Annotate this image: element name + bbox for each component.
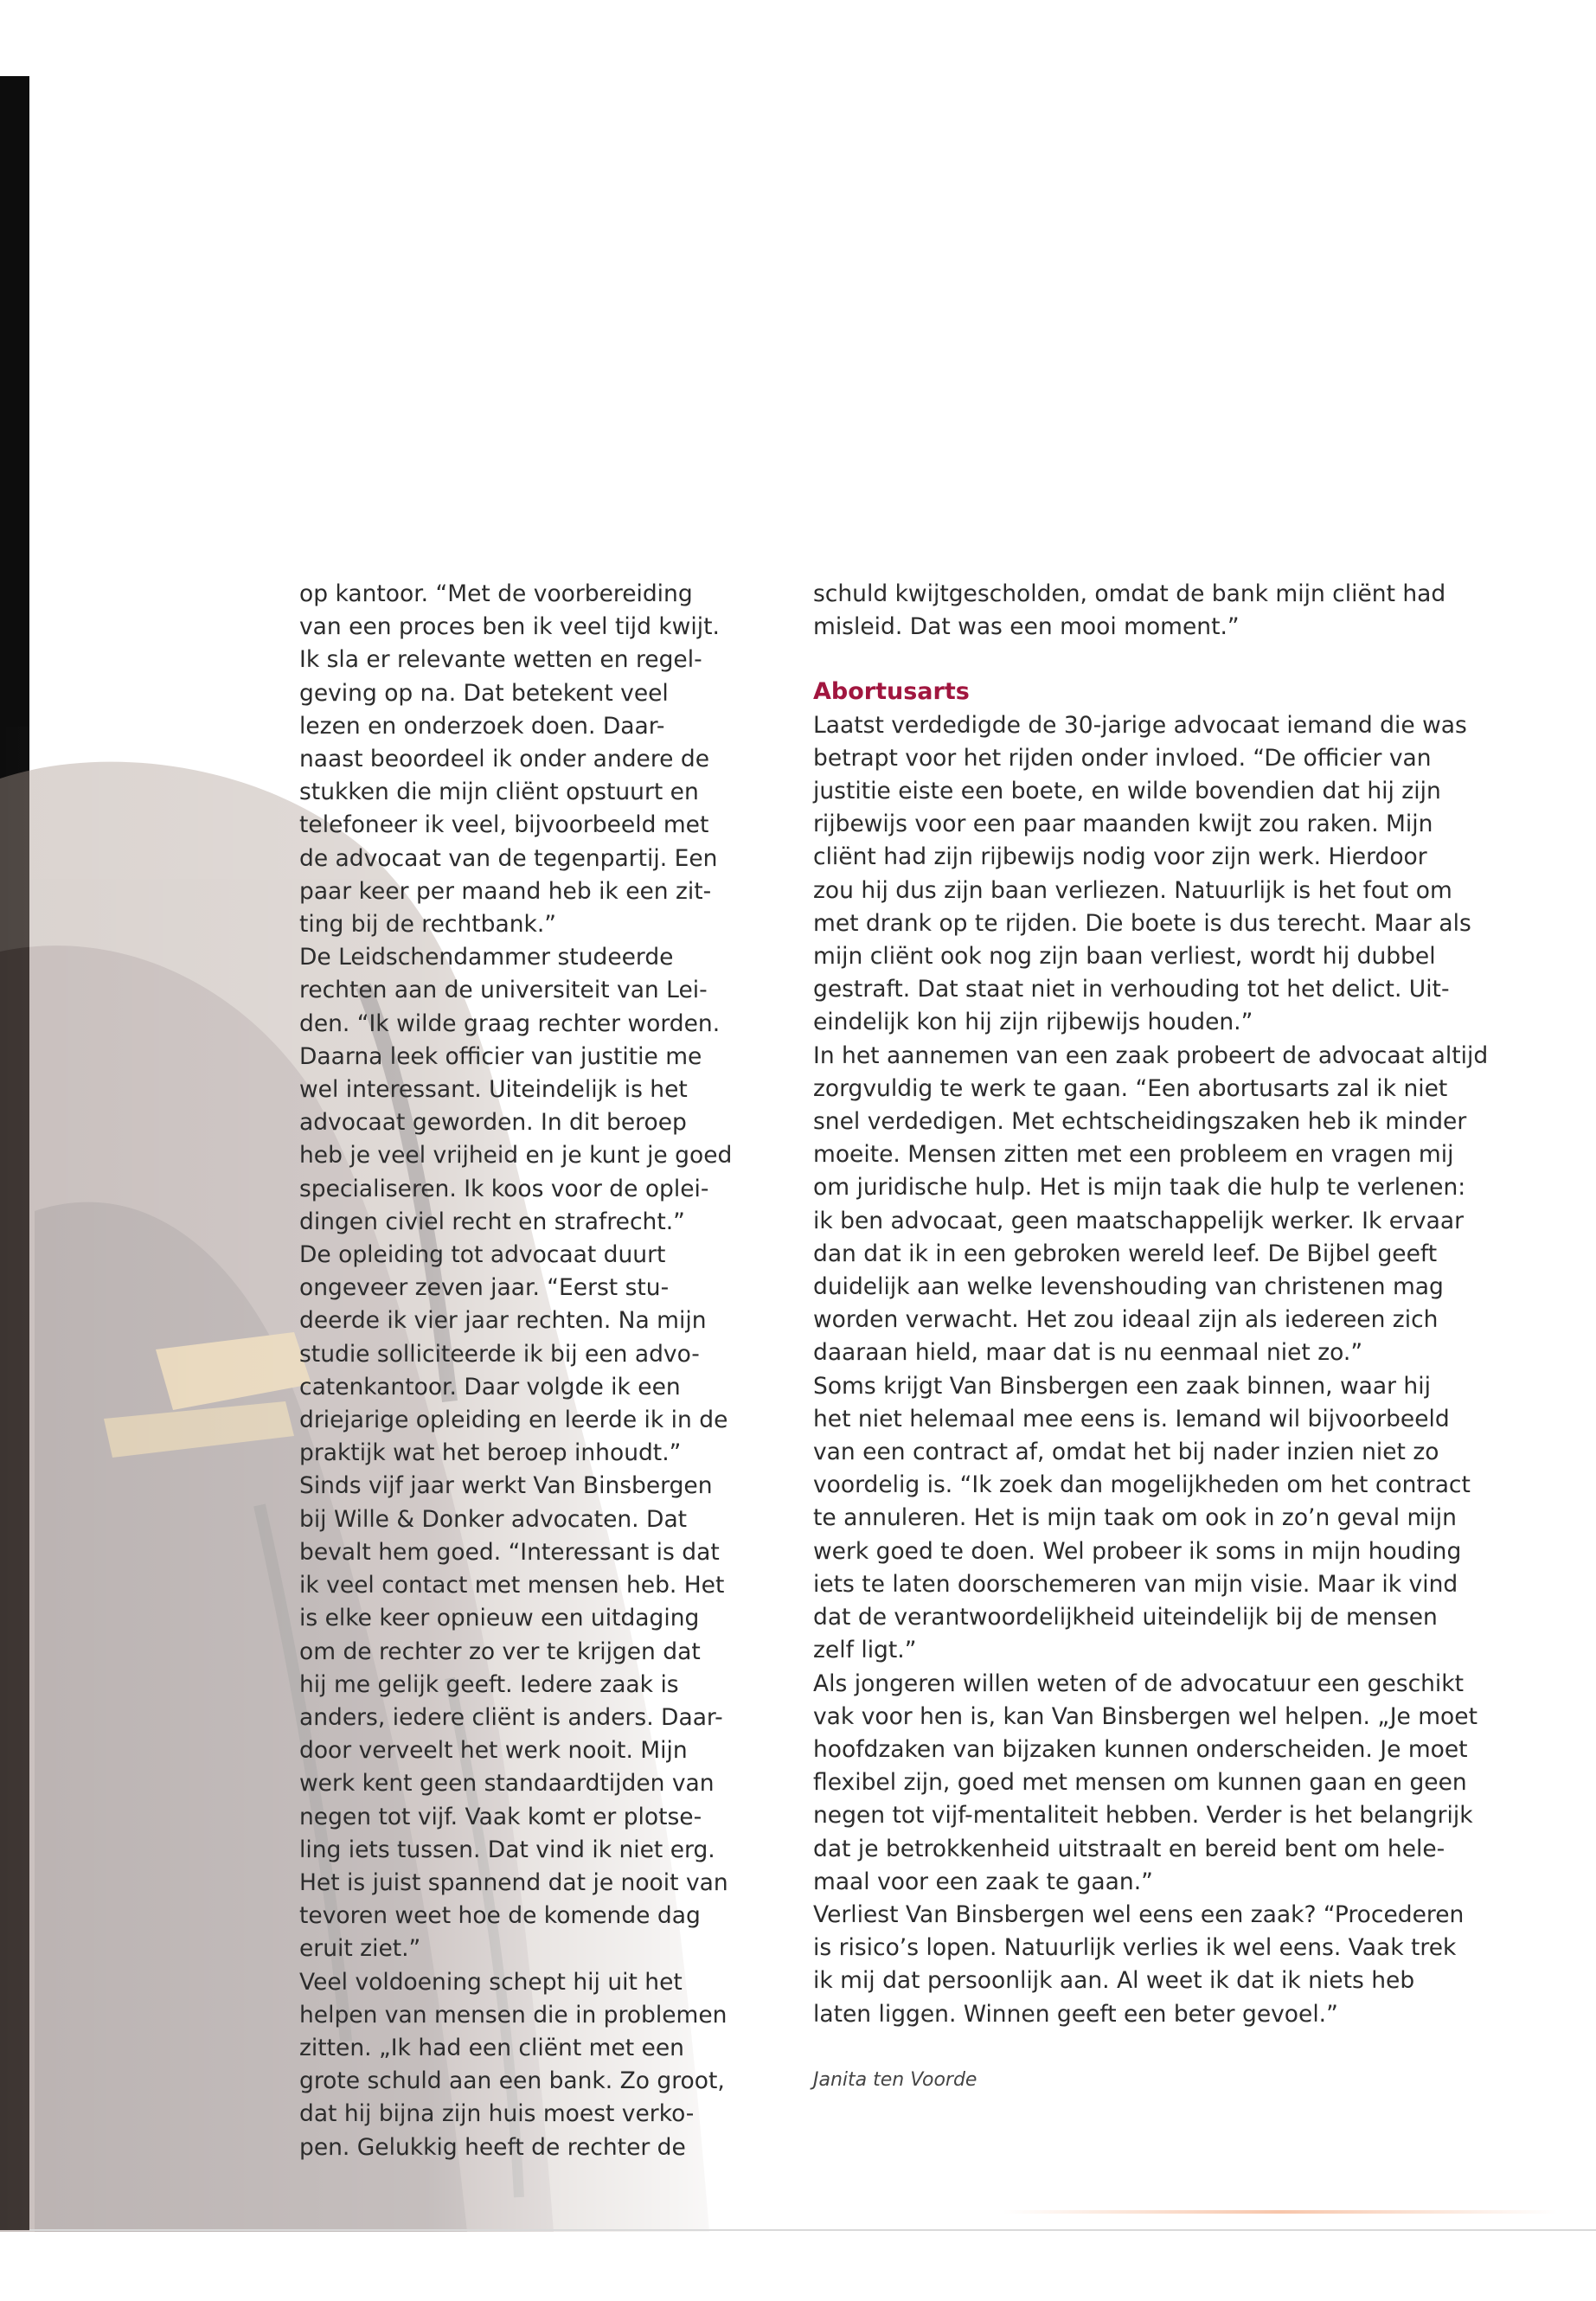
text-line: helpen van mensen die in problemen <box>299 2001 727 2029</box>
text-line: cliënt had zijn rijbewijs nodig voor zijn werk. Hierdoor <box>813 843 1427 871</box>
text-line: Ik sla er relevante wetten en regel- <box>299 646 702 674</box>
text-line: In het aannemen van een zaak probeert de advocaat altijd <box>813 1042 1489 1069</box>
text-line: van een contract af, omdat het bij nader inzien niet zo <box>813 1439 1439 1466</box>
text-line: lezen en onderzoek doen. Daar- <box>299 712 665 740</box>
text-line: ling iets tussen. Dat vind ik niet erg. <box>299 1836 715 1863</box>
text-line: Daarna leek officier van justitie me <box>299 1042 702 1070</box>
text-line: den. “Ik wilde graag rechter worden. <box>299 1009 721 1037</box>
text-line: ting bij de rechtbank.” <box>299 911 557 939</box>
text-line: moeite. Mensen zitten met een probleem en vragen mij <box>813 1141 1454 1169</box>
text-line: mijn cliënt ook nog zijn baan verliest, wordt hij dubbel <box>813 943 1436 971</box>
section-heading: Abortusarts <box>813 678 970 706</box>
text-line: specialiseren. Ik koos voor de oplei- <box>299 1175 709 1202</box>
text-line: flexibel zijn, goed met mensen om kunnen gaan en geen <box>813 1769 1467 1797</box>
text-line: met drank op te rijden. Die boete is dus terecht. Maar als <box>813 909 1471 937</box>
text-line: laten liggen. Winnen geeft een beter gevoel.” <box>813 2000 1338 2028</box>
text-line: catenkantoor. Daar volgde ik een <box>299 1373 681 1400</box>
text-line: De Leidschendammer studeerde <box>299 944 674 971</box>
text-line: naast beoordeel ik onder andere de <box>299 746 709 773</box>
bottom-accent-line <box>1003 2210 1557 2214</box>
text-line: tevoren weet hoe de komende dag <box>299 1902 701 1930</box>
text-line: betrapt voor het rijden onder invloed. “De officier van <box>813 744 1432 772</box>
text-line: Laatst verdedigde de 30-jarige advocaat iemand die was <box>813 711 1467 739</box>
text-line: dat hij bijna zijn huis moest verko- <box>299 2100 695 2128</box>
text-line: ongeveer zeven jaar. “Eerst stu- <box>299 1274 670 1302</box>
text-line: eruit ziet.” <box>299 1935 421 1963</box>
text-line: rijbewijs voor een paar maanden kwijt zou raken. Mijn <box>813 811 1433 838</box>
text-line: advocaat geworden. In dit beroep <box>299 1109 687 1137</box>
text-line: eindelijk kon hij zijn rijbewijs houden.” <box>813 1009 1253 1036</box>
text-line: zitten. „Ik had een cliënt met een <box>299 2034 684 2061</box>
text-line: paar keer per maand heb ik een zit- <box>299 877 712 905</box>
text-line: werk kent geen standaardtijden van <box>299 1770 715 1798</box>
text-line: is elke keer opnieuw een uitdaging <box>299 1605 700 1632</box>
text-line: ik veel contact met mensen heb. Het <box>299 1572 725 1599</box>
text-line: Sinds vijf jaar werkt Van Binsbergen <box>299 1472 713 1500</box>
text-line: pen. Gelukkig heeft de rechter de <box>299 2133 686 2161</box>
text-line: telefoneer ik veel, bijvoorbeeld met <box>299 811 709 839</box>
text-line: maal voor een zaak te gaan.” <box>813 1868 1153 1895</box>
text-line: misleid. Dat was een mooi moment.” <box>813 613 1240 641</box>
text-line: schuld kwijtgescholden, omdat de bank mijn cliënt had <box>813 580 1446 607</box>
text-line: anders, iedere cliënt is anders. Daar- <box>299 1703 723 1731</box>
text-line: De opleiding tot advocaat duurt <box>299 1241 666 1269</box>
text-line: dan dat ik in een gebroken wereld leef. De Bijbel geeft <box>813 1240 1438 1267</box>
text-line: ik ben advocaat, geen maatschappelijk werker. Ik ervaar <box>813 1207 1464 1234</box>
text-line: hij me gelijk geeft. Iedere zaak is <box>299 1670 679 1698</box>
text-line: justitie eiste een boete, en wilde bovendien dat hij zijn <box>813 778 1441 805</box>
text-line: werk goed te doen. Wel probeer ik soms in mijn houding <box>813 1537 1462 1565</box>
text-line: zorgvuldig te werk te gaan. “Een abortusarts zal ik niet <box>813 1074 1448 1102</box>
text-line: zou hij dus zijn baan verliezen. Natuurlijk is het fout om <box>813 876 1452 904</box>
text-line: Soms krijgt Van Binsbergen een zaak binnen, waar hij <box>813 1372 1431 1400</box>
text-line: bevalt hem goed. “Interessant is dat <box>299 1538 720 1566</box>
right-column-intro <box>813 578 1522 644</box>
text-line: gestraft. Dat staat niet in verhouding tot het delict. Uit- <box>813 976 1450 1003</box>
text-line: driejarige opleiding en leerde ik in de <box>299 1407 728 1434</box>
text-line: ik mij dat persoonlijk aan. Al weet ik dat ik niets heb <box>813 1967 1415 1995</box>
text-line: daaraan hield, maar dat is nu eenmaal niet zo.” <box>813 1339 1363 1367</box>
text-line: dingen civiel recht en strafrecht.” <box>299 1208 685 1235</box>
text-line: duidelijk aan welke levenshouding van christenen mag <box>813 1273 1444 1301</box>
text-line: dat de verantwoordelijkheid uiteindelijk bij de mensen <box>813 1604 1438 1631</box>
text-line: om juridische hulp. Het is mijn taak die hulp te verlenen: <box>813 1174 1466 1202</box>
text-line: bij Wille & Donker advocaten. Dat <box>299 1505 688 1533</box>
text-line: voordelig is. “Ik zoek dan mogelijkheden om het contract <box>813 1471 1471 1499</box>
text-line: door verveelt het werk nooit. Mijn <box>299 1737 688 1765</box>
text-line: negen tot vijf. Vaak komt er plotse- <box>299 1803 702 1830</box>
text-line: Veel voldoening schept hij uit het <box>299 1968 683 1996</box>
text-line: deerde ik vier jaar rechten. Na mijn <box>299 1307 707 1335</box>
text-line: negen tot vijf-mentaliteit hebben. Verder is het belangrijk <box>813 1802 1473 1830</box>
text-line: praktijk wat het beroep inhoudt.” <box>299 1439 682 1467</box>
text-line: Het is juist spannend dat je nooit van <box>299 1868 728 1896</box>
text-line: de advocaat van de tegenpartij. Een <box>299 844 718 872</box>
text-line: te annuleren. Het is mijn taak om ook in zo’n geval mijn <box>813 1504 1457 1532</box>
text-line: om de rechter zo ver te krijgen dat <box>299 1638 701 1665</box>
right-text-column <box>813 578 1522 2097</box>
text-line: heb je veel vrijheid en je kunt je goed <box>299 1142 733 1170</box>
text-line: op kantoor. “Met de voorbereiding <box>299 580 693 607</box>
text-line: is risico’s lopen. Natuurlijk verlies ik wel eens. Vaak trek <box>813 1934 1457 1962</box>
text-line: wel interessant. Uiteindelijk is het <box>299 1076 688 1104</box>
right-column-body <box>813 709 1522 2031</box>
bottom-page-line <box>29 2229 1596 2231</box>
text-line: studie solliciteerde ik bij een advo- <box>299 1340 700 1368</box>
text-line: het niet helemaal mee eens is. Iemand wil bijvoorbeeld <box>813 1405 1450 1433</box>
text-line: stukken die mijn cliënt opstuurt en <box>299 779 699 806</box>
text-line: rechten aan de universiteit van Lei- <box>299 977 708 1004</box>
text-line: zelf ligt.” <box>813 1637 917 1664</box>
text-line: Verliest Van Binsbergen wel eens een zaak? “Procederen <box>813 1900 1465 1928</box>
author-signature: Janita ten Voorde <box>813 2068 977 2091</box>
text-line: hoofdzaken van bijzaken kunnen onderscheiden. Je moet <box>813 1735 1468 1763</box>
text-line: van een proces ben ik veel tijd kwijt. <box>299 613 720 641</box>
left-text-column <box>299 578 766 2164</box>
text-line: vak voor hen is, kan Van Binsbergen wel helpen. „Je moet <box>813 1702 1477 1730</box>
text-line: Als jongeren willen weten of de advocatuur een geschikt <box>813 1670 1465 1697</box>
text-line: worden verwacht. Het zou ideaal zijn als iedereen zich <box>813 1306 1439 1334</box>
text-line: dat je betrokkenheid uitstraalt en bereid bent om hele- <box>813 1835 1445 1862</box>
text-line: geving op na. Dat betekent veel <box>299 679 669 707</box>
text-line: iets te laten doorschemeren van mijn visie. Maar ik vind <box>813 1570 1458 1598</box>
text-line: grote schuld aan een bank. Zo groot, <box>299 2067 725 2095</box>
text-line: snel verdedigen. Met echtscheidingszaken heb ik minder <box>813 1108 1467 1136</box>
